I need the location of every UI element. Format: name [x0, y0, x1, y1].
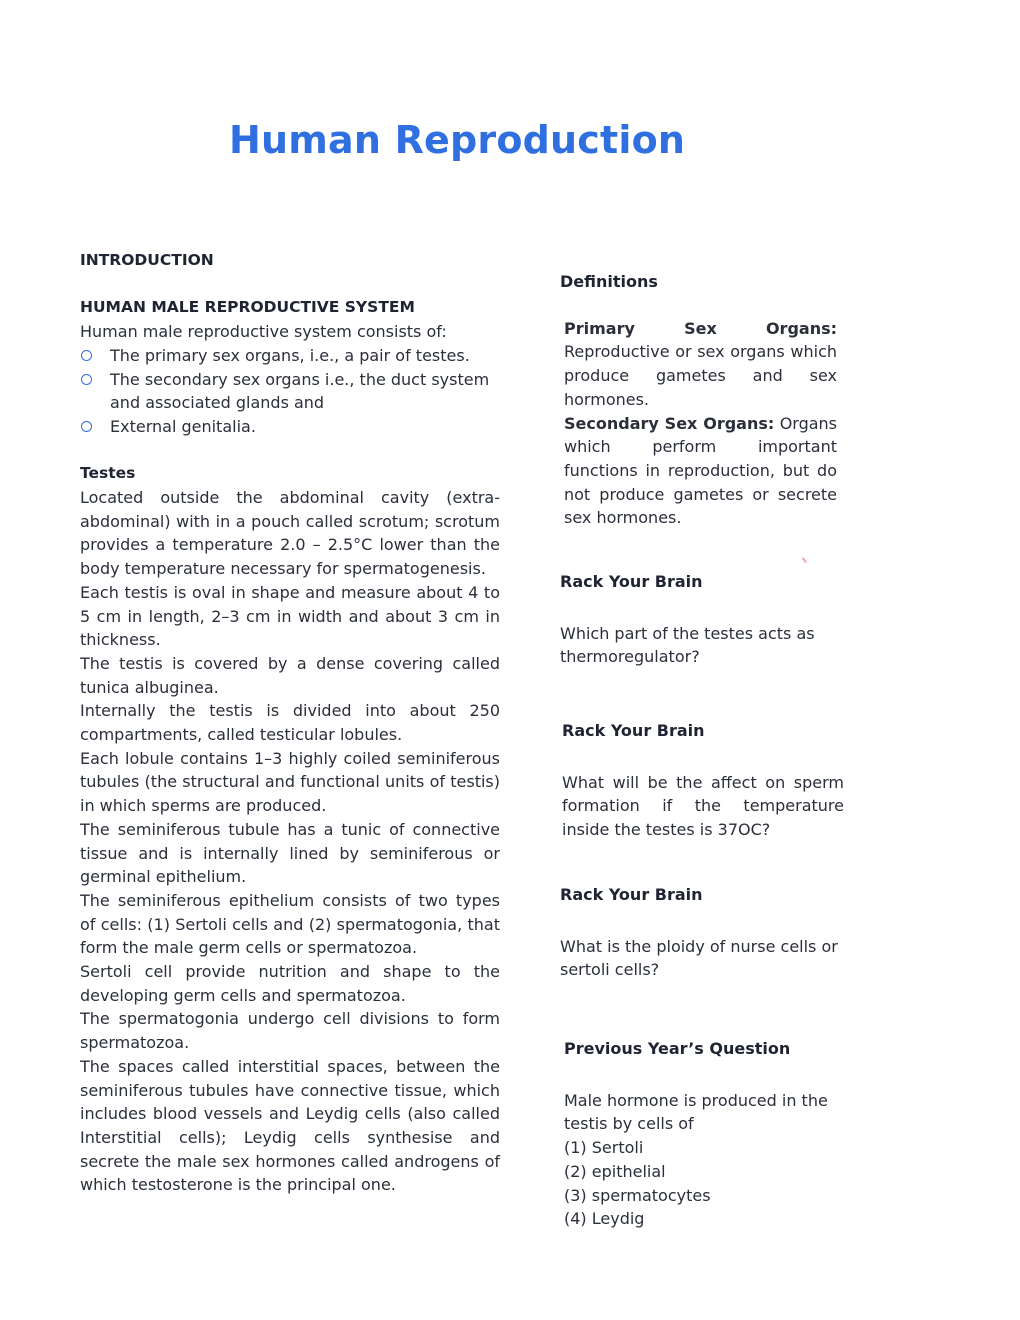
list-item: External genitalia.: [80, 415, 500, 439]
rack-your-brain-1: Rack Your Brain Which part of the testes acts as thermoregulator?: [560, 572, 815, 667]
decorative-mark: [802, 555, 810, 563]
list-item: The secondary sex organs i.e., the duct system and associated glands and: [80, 368, 500, 415]
paragraph: Sertoli cell provide nutrition and shape to the developing germ cells and spermatozoa.: [80, 962, 500, 1005]
definitions-box: [560, 270, 850, 530]
definition-primary: Primary Sex Organs: Reproductive or sex organs which produce gametes and sex hormones.: [564, 318, 837, 409]
paragraph: The testis is covered by a dense covering called tunica albuginea.: [80, 653, 500, 697]
paragraph: Internally the testis is divided into about 250 compartments, called testicular lobules.: [80, 701, 500, 745]
paragraph: The spermatogonia undergo cell divisions to form spermatozoa.: [80, 1009, 500, 1053]
male-system-heading: HUMAN MALE REPRODUCTIVE SYSTEM: [80, 298, 415, 317]
rack-your-brain-2: Rack Your Brain What will be the affect on sperm formation if the temperature inside the testes is 37OC?: [562, 721, 844, 840]
page-title: Human Reproduction: [229, 118, 686, 162]
definition-secondary: Secondary Sex Organs: Organs which perform important functions in reproduction, but do not produce gametes or secrete sex hormones.: [564, 413, 838, 528]
option: (1) Sertoli: [564, 1138, 644, 1158]
option: (2) epithelial: [564, 1161, 666, 1181]
paragraph: The seminiferous tubule has a tunic of connective tissue and is internally lined by seminiferous or germinal epithelium.: [80, 819, 500, 887]
paragraph: The spaces called interstitial spaces, between the seminiferous tubules have connective tissue, which includes blood vessels and Leydig cells (also called Interstitial cells); Leydig cells synthesise and secrete the male sex hormones called androgens of which testosterone is the principal one.: [80, 1056, 500, 1195]
option: (4) Leydig: [564, 1209, 645, 1229]
left-column: [80, 249, 500, 1197]
paragraph: Each testis is oval in shape and measure about 4 to 5 cm in length, 2–3 cm in width and about 3 cm in thickness.: [80, 582, 500, 650]
organ-list: [80, 344, 500, 439]
list-item: The primary sex organs, i.e., a pair of testes.: [80, 344, 500, 368]
circle-bullet-icon: [81, 374, 92, 385]
rack-your-brain-3: Rack Your Brain What is the ploidy of nurse cells or sertoli cells?: [560, 885, 838, 980]
definitions-heading: Definitions: [560, 272, 658, 291]
paragraph: Located outside the abdominal cavity (extra-abdominal) with in a pouch called scrotum; scrotum provides a temperature 2.0 – 2.5°C lower than the body temperature necessary for spermatogenesis.: [80, 488, 500, 579]
paragraph: Each lobule contains 1–3 highly coiled seminiferous tubules (the structural and functional units of testis) in which sperms are produced.: [80, 748, 500, 816]
male-system-intro: Human male reproductive system consists of:: [80, 322, 447, 342]
previous-year-question: Previous Year’s Question Male hormone is produced in the testis by cells of (1) Sertoli (2) epithelial (3) spermatocytes (4) Leydig: [564, 1037, 854, 1231]
circle-bullet-icon: [81, 350, 92, 361]
option: (3) spermatocytes: [564, 1185, 711, 1205]
circle-bullet-icon: [81, 421, 92, 432]
testes-heading: Testes: [80, 464, 136, 483]
intro-heading: INTRODUCTION: [80, 251, 214, 269]
paragraph: The seminiferous epithelium consists of two types of cells: (1) Sertoli cells and (2) spermatogonia, that form the male germ cells or spermatozoa.: [80, 890, 500, 958]
